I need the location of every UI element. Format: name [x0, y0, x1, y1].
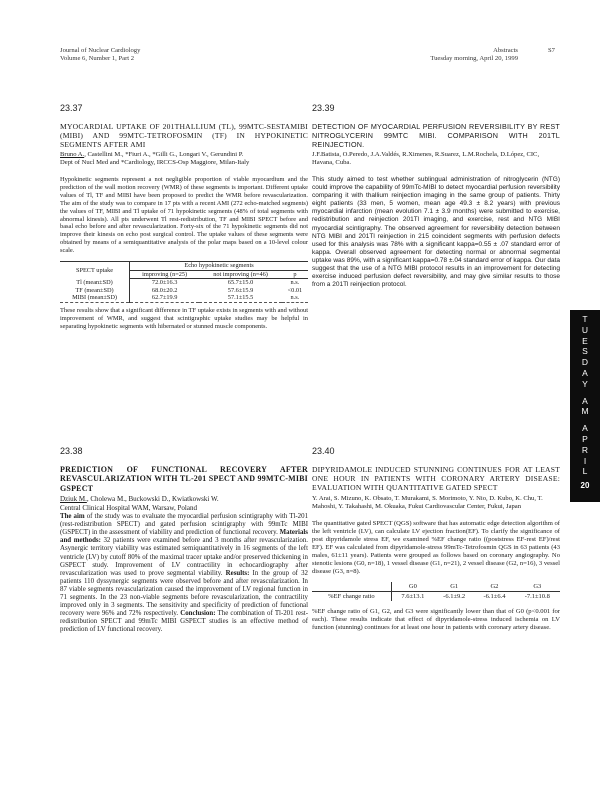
session-header	[340, 47, 518, 63]
presenting-author: Dziuk M.	[60, 495, 87, 504]
abstract-title: PREDICTION OF FUNCTIONAL RECOVERY AFTER REVASCULARIZATION WITH TL-201 SPECT AND 99MTC-MIBI GSPECT	[60, 465, 308, 493]
abstract-affiliation: Central Clinical Hospital WAM, Warsaw, Poland	[60, 503, 197, 512]
tab-letter: I	[583, 455, 587, 466]
table-header: G0	[391, 582, 434, 592]
co-authors: , Cholewa M., Buckowski D., Kwiatkowski W.	[86, 495, 219, 504]
table-header: G2	[474, 582, 514, 592]
journal-volume: Volume 6, Number 1, Part 2	[60, 55, 135, 62]
abstract-body	[60, 513, 308, 634]
abstract-conclusion: %EF change ratio of G1, G2, and G3 were significantly lower than that of G0 (p<0.001 for each). These results indicate that effect of dipyridamole-stress induced ischemia on LV function (stunning) continues for at least one hour in patients with coronary artery disease.	[312, 608, 560, 632]
tab-letter: D	[581, 357, 589, 368]
abstract-number: 23.38	[60, 446, 83, 456]
abstract-authors	[60, 151, 308, 159]
presenting-author: Bruno A.	[60, 151, 85, 158]
tab-date: 20	[580, 481, 590, 491]
tab-letter: A	[582, 395, 588, 406]
session-date: Tuesday morning, April 20, 1999	[430, 55, 518, 62]
abstract-conclusion: These results show that a significant difference in TF uptake exists in segments with and without improvement of WMR, and suggest that scintigraphic uptake studies may be helpful in separating hypokinetic segments with hibernated or stunned muscle components.	[60, 307, 308, 330]
section-conclusion-label: Conclusion:	[180, 610, 216, 618]
table-header: G3	[515, 582, 560, 592]
tab-letter: T	[582, 314, 588, 324]
abstract-23-40	[312, 446, 560, 633]
table-header-p: p	[282, 270, 308, 279]
abstract-title: DIPYRIDAMOLE INDUCED STUNNING CONTINUES FOR AT LEAST ONE HOUR IN PATIENTS WITH CORONARY ARTERY DISEASE: EVALUATION WITH QUANTITATIVE GATED SPECT	[312, 465, 560, 493]
tab-letter: L	[582, 466, 588, 477]
section-results-text: In the group of 32 patients 110 dyssynergic segments were observed before and after revascularization. In 87 viable segments revascularization caused the improvement of LV regional function in 71 segments. In the 23 non-viable segments before revascularization, the contractility improved only in 3 segments. The sensitivity and specificity of prediction of functional recovery were 96% and 72% respectively.	[60, 569, 308, 618]
journal-title: Journal of Nuclear Cardiology	[60, 47, 141, 54]
table-group-header: Echo hypokinetic segments	[130, 262, 308, 271]
abstract-body: This study aimed to test whether sublingual administration of nitroglycerin (NTG) could improve the capability of 99mTc-MIBI to detect myocardial perfusion reversibility comparing it with thallium reinjection imaging in the same group of patients. Thirty eight patients (33 men, 5 women, mean age 49.3 ± 8.2 years) with previous myocardial infarction (mean evolution 7.1 ± 3.9 months) were submitted to exercise, redistribution and reinjection 201Tl imaging, and exercise, rest and NTG MIBI myocardial scintigraphy. The observed agreement for reversibility detection between NTG MIBI and 201Tl reinjection in 215 coincident segments with perfusion defects used for this analysis was 78% with a significant kappa=0.55 ± .07 standard error of kappa. Overall observed agreement for detecting normal or abnormal segmental uptake was 89%, with a significant kappa=0.78 ±.04 standard error of kappa. Our data suggest that the use of a NTG MIBI protocol results in an improvement for detecting exercise induced perfusion defect reversibility, and may give similar results to those from a 201Tl reinjection protocol.	[312, 176, 560, 289]
section-results-label: Results:	[225, 569, 250, 577]
section-methods-label: Materials and methods:	[60, 529, 308, 545]
tab-letter: U	[581, 324, 589, 335]
tab-letter: A	[582, 423, 588, 434]
tab-letter: Y	[582, 378, 588, 389]
section-conclusion-text: The combination of Tl-201 rest-redistribution SPECT and 99mTc MIBI GSPECT studies is an effective method of prediction of LV functional recovery.	[60, 610, 308, 634]
abstract-affiliation: Dept of Nucl Med and *Cardiology, IRCCS-Osp Maggiore, Milan-Italy	[60, 159, 250, 166]
section-label: Abstracts	[493, 47, 518, 54]
page-number: S7	[548, 47, 555, 54]
tab-letter: R	[581, 444, 589, 455]
day-side-tab	[570, 310, 600, 502]
abstract-number: 23.37	[60, 103, 83, 113]
tab-letter: P	[582, 433, 588, 444]
table-header-not-improving: not improving (n=46)	[199, 270, 282, 279]
abstract-number: 23.39	[312, 103, 335, 113]
tab-letter: E	[582, 335, 588, 346]
journal-header	[60, 47, 140, 63]
abstract-23-38	[60, 446, 308, 634]
abstract-body: The quantitative gated SPECT (QGS) software that has automatic edge detection algorithm of the left ventricle (LV), can calculate LV ejection fraction(EF). To clarify the significance of post dipyridamole stress EF, we examined %EF change ratio ((poststress EF-rest EF)/rest EF). EF was calculated from dipyridamole-stress 99mTc-Tetrofosmin QGS in 63 patients (43 males, 61±11 years). Patients were grouped as follows based on coronary angiography. No stenotic lesions (G0, n=18), 1 vessel disease (G1, n=21), 2 vessel disease (G2, n=16), 3 vessel disease (G3, n=8).	[312, 519, 560, 576]
section-aim-text: of the study was to evaluate the myocardial perfusion scintigraphy with Tl-201 (rest-redistribution SPECT) and gated perfusion scintigraphy with 99mTc MIBI (GSPECT) in the assessment of viability and prediction of functional recovery.	[60, 513, 309, 537]
table-header-spect: SPECT uptake	[60, 262, 130, 279]
table-header: G1	[434, 582, 474, 592]
abstract-title: MYOCARDIAL UPTAKE OF 201THALLIUM (TL), 99MTC-SESTAMIBI (MIBI) AND 99MTC-TETROFOSMIN (TF) IN HYPOKINETIC SEGMENTS AFTER AMI	[60, 122, 308, 149]
tab-letter: A	[582, 367, 588, 378]
abstract-authors: Y. Arai, S. Mizuno, K. Obsato, T. Murakami, S. Morimoto, Y. Nio, D. Kubo, K. Chu, T. Mahoshi, Y. Takahashi, M. Okuaka, Fukui Cardiovascular Center, Fukui, Japan	[312, 494, 543, 510]
abstract-body: Hypokinetic segments represent a not negligible proportion of viable myocardium and the prediction of the wall motion recovery (WMR) of these segments is important. Different uptake values of Tl, TF and MIBI have been proposed to predict the WMR before revascularization. The aim of the study was to compare in 17 pts with a recent AMI (272 echo-matched segments) the values of TF, MIBI and Tl uptake of 71 hypokinetic segments (48% of total segments with abnormal kinesis). All pts underwent Tl rest-redistribution, TF and MIBI SPECT before and basal echo before and after revascularization. Forty-six of the 71 hypokinetic segments did not improve their kinesis on echo post surgical control. The uptake values of these segments were obtained by means of a semiquantitative analysis of the polar maps based on a 10-level colour scale.	[60, 176, 308, 255]
abstract-23-37	[60, 103, 308, 331]
table-row: MIBI (mean±SD) 62.7±19.9 57.1±15.5 n.s.	[60, 294, 308, 302]
abstract-authors	[60, 495, 308, 503]
tab-letter: M	[581, 406, 589, 417]
ef-change-table	[312, 582, 560, 601]
table-header-improving: improving (n=25)	[130, 270, 200, 279]
table-header	[312, 582, 391, 592]
section-methods-text: 32 patients were examined before and 3 months after revascularization. Asynergic territory viability was estimated semiquantitatively in 16 segments of the left ventricle (LV) by cutoff 80% of the maximal tracer uptake and/or preserved thickening in GSPECT study. Improvement of LV contractility in echocardiography after revascularization was used to prove segmental viability.	[60, 537, 308, 577]
table-row: Tl (mean±SD) 72.0±16.3 65.7±15.0 n.s.	[60, 279, 308, 287]
abstract-title: DETECTION OF MYOCARDIAL PERFUSION REVERSIBILITY BY REST NITROGLYCERIN 99MTC MIBI. COMPARISON WITH 201TL REINJECTION.	[312, 122, 560, 149]
section-aim-label: The aim	[60, 513, 85, 521]
table-row: TF (mean±SD) 68.0±20.2 57.6±15.9 <0.01	[60, 287, 308, 295]
table-row: %EF change ratio 7.6±13.1 -6.1±9.2 -6.1±6.4 -7.1±10.8	[312, 592, 560, 602]
co-authors: , Castellini M., *Fiuri A., *Gilli G., Longari V., Gerundini P.	[84, 151, 244, 158]
abstract-number: 23.40	[312, 446, 335, 456]
abstract-authors: J.F.Batista, O.Peredo, J.A.Valdés, R.Ximenes, R.Suarez, L.M.Rochela, D.López, CIC, Havana, Cuba.	[312, 151, 540, 166]
abstract-23-39	[312, 103, 560, 289]
tab-letter: S	[582, 346, 588, 357]
uptake-table	[60, 261, 308, 303]
